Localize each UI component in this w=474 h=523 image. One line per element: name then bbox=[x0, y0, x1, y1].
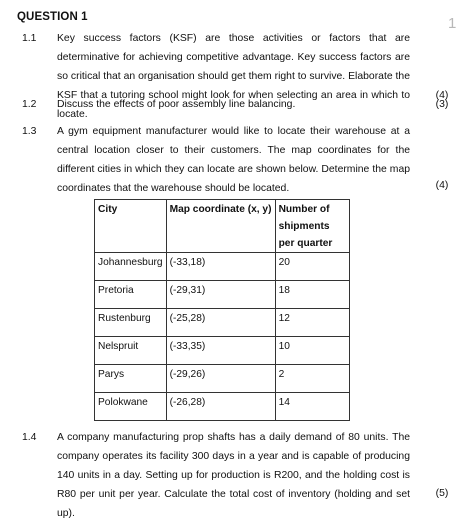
question-text: A company manufacturing prop shafts has a daily demand of 80 units. The company operates its facility 300 days in a year and is capable of producing 140 units in a day. Setting up for production is R200, and the holding cost is R80 per unit per year. Calculate the total cost of inventory (holding and set up). bbox=[57, 432, 410, 519]
column-header-city: City bbox=[95, 200, 167, 253]
shipments-cell: 20 bbox=[275, 253, 349, 281]
question-text: A gym equipment manufacturer would like to locate their warehouse at a central location closer to their customers. The map coordinates for the different cities in which they can locate are shown below. Determine the map coordinates that the warehouse should be located. bbox=[57, 126, 410, 194]
question-text: Discuss the effects of poor assembly line balancing. bbox=[57, 99, 296, 110]
shipments-cell: 18 bbox=[275, 281, 349, 309]
city-cell: Rustenburg bbox=[95, 309, 167, 337]
coordinate-cell: (-33,18) bbox=[166, 253, 275, 281]
table-row bbox=[95, 337, 350, 365]
shipments-cell: 12 bbox=[275, 309, 349, 337]
coordinate-cell: (-29,26) bbox=[166, 365, 275, 393]
shipments-cell: 14 bbox=[275, 393, 349, 421]
table-row bbox=[95, 365, 350, 393]
question-text: Key success factors (KSF) are those activities or factors that are determinative for achieving competitive advantage. Key success factors are so critical that an organisation should get them right to survive. Elaborate the KSF that a tutoring school might look for when selecting an area in which to locate. bbox=[57, 33, 410, 120]
question-number: 1.4 bbox=[22, 432, 37, 443]
city-cell: Pretoria bbox=[95, 281, 167, 309]
coordinate-cell: (-26,28) bbox=[166, 393, 275, 421]
shipments-cell: 10 bbox=[275, 337, 349, 365]
coordinate-cell: (-29,31) bbox=[166, 281, 275, 309]
section-heading: QUESTION 1 bbox=[17, 11, 88, 23]
table-row bbox=[95, 393, 350, 421]
city-cell: Polokwane bbox=[95, 393, 167, 421]
city-cell: Johannesburg bbox=[95, 253, 167, 281]
question-marks: (4) bbox=[435, 90, 449, 101]
page-number: 1 bbox=[448, 15, 457, 32]
coordinate-cell: (-33,35) bbox=[166, 337, 275, 365]
city-cell: Parys bbox=[95, 365, 167, 393]
city-cell: Nelspruit bbox=[95, 337, 167, 365]
question-number: 1.1 bbox=[22, 33, 37, 44]
table-row bbox=[95, 309, 350, 337]
question-marks: (5) bbox=[435, 488, 449, 499]
coordinate-cell: (-25,28) bbox=[166, 309, 275, 337]
question-marks: (4) bbox=[435, 180, 449, 191]
table-row bbox=[95, 281, 350, 309]
table-header-row bbox=[95, 200, 350, 253]
question-number: 1.2 bbox=[22, 99, 37, 110]
question-marks: (3) bbox=[435, 99, 449, 110]
column-header-shipments: Number of shipments per quarter bbox=[275, 200, 349, 253]
shipments-cell: 2 bbox=[275, 365, 349, 393]
table-row bbox=[95, 253, 350, 281]
question-number: 1.3 bbox=[22, 126, 37, 137]
column-header-coordinate: Map coordinate (x, y) bbox=[166, 200, 275, 253]
city-coordinates-table bbox=[94, 199, 350, 421]
